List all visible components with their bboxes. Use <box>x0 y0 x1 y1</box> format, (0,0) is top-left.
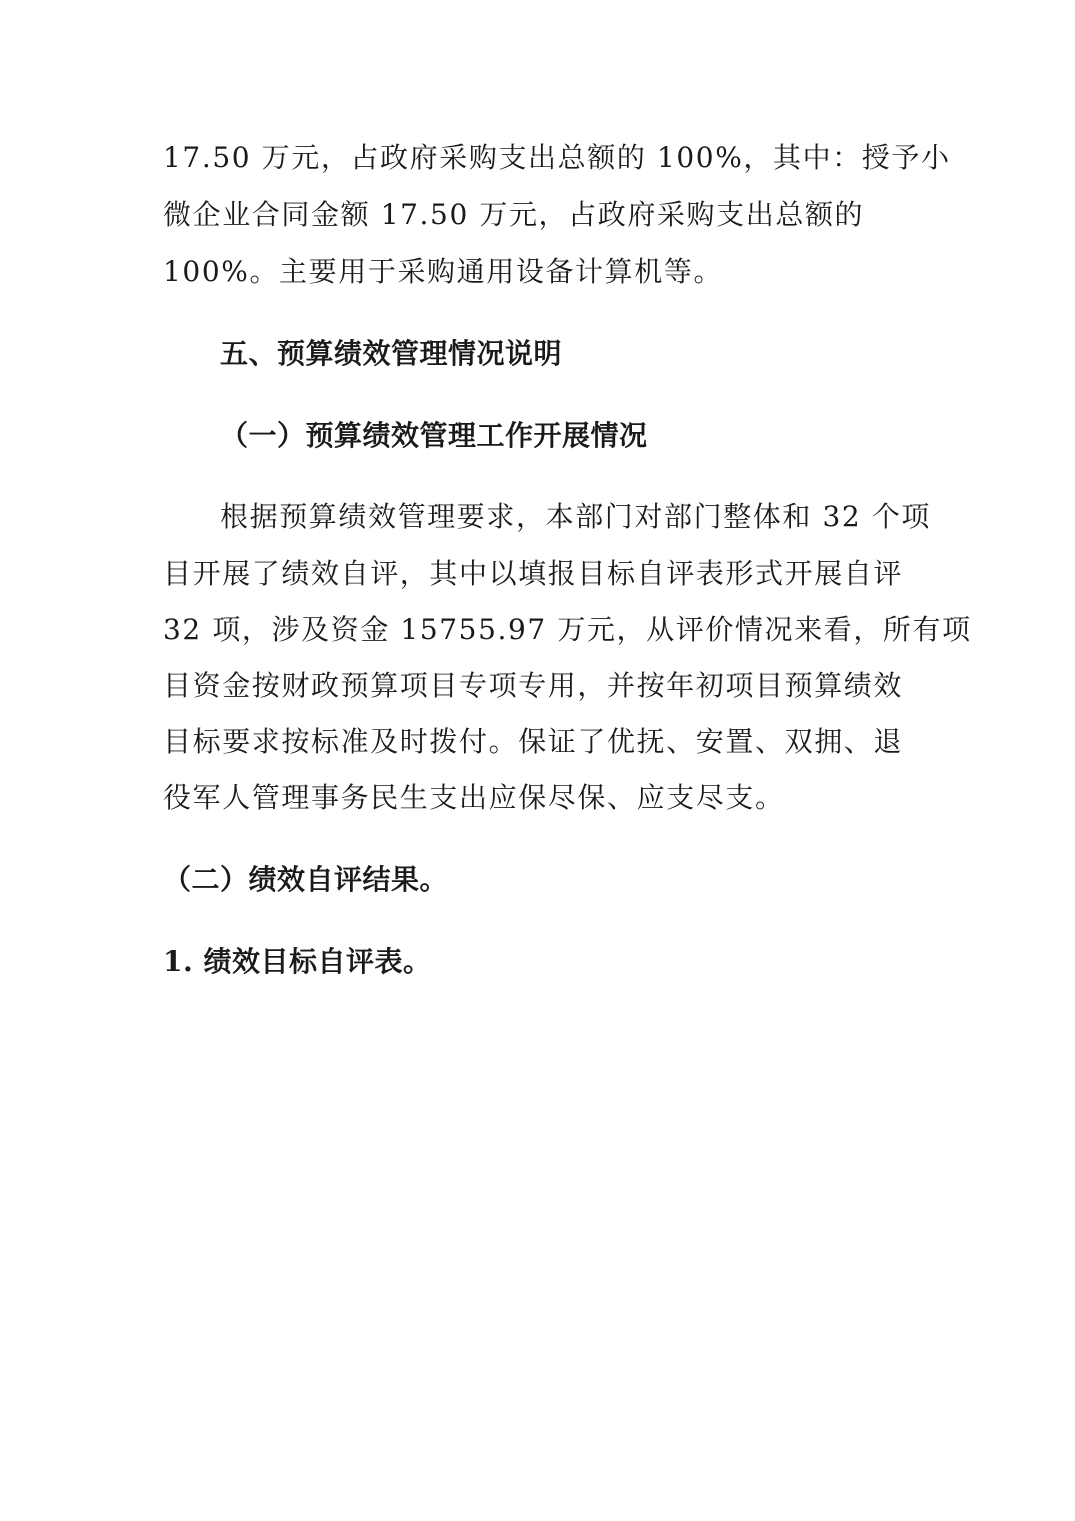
section-five-heading: 五、预算绩效管理情况说明 <box>220 337 563 370</box>
paragraph-line: 目标要求按标准及时拨付。保证了优抚、安置、双拥、退 <box>163 725 904 758</box>
paragraph-line: 17.50 万元，占政府采购支出总额的 100%，其中：授予小 <box>163 141 951 174</box>
paragraph-line: 32 项，涉及资金 15755.97 万元，从评价情况来看，所有项 <box>163 613 972 646</box>
item-one-heading: 1. 绩效目标自评表。 <box>163 945 432 978</box>
paragraph-line: 微企业合同金额 17.50 万元，占政府采购支出总额的 <box>163 198 865 231</box>
paragraph-line: 目开展了绩效自评，其中以填报目标自评表形式开展自评 <box>163 557 904 590</box>
subsection-two-heading: （二）绩效自评结果。 <box>163 863 449 896</box>
paragraph-line: 役军人管理事务民生支出应保尽保、应支尽支。 <box>163 781 785 814</box>
paragraph-line: 根据预算绩效管理要求，本部门对部门整体和 32 个项 <box>220 500 932 533</box>
paragraph-line: 目资金按财政预算项目专项专用，并按年初项目预算绩效 <box>163 669 904 702</box>
subsection-one-heading: （一）预算绩效管理工作开展情况 <box>220 419 648 452</box>
paragraph-line: 100%。主要用于采购通用设备计算机等。 <box>163 255 724 288</box>
